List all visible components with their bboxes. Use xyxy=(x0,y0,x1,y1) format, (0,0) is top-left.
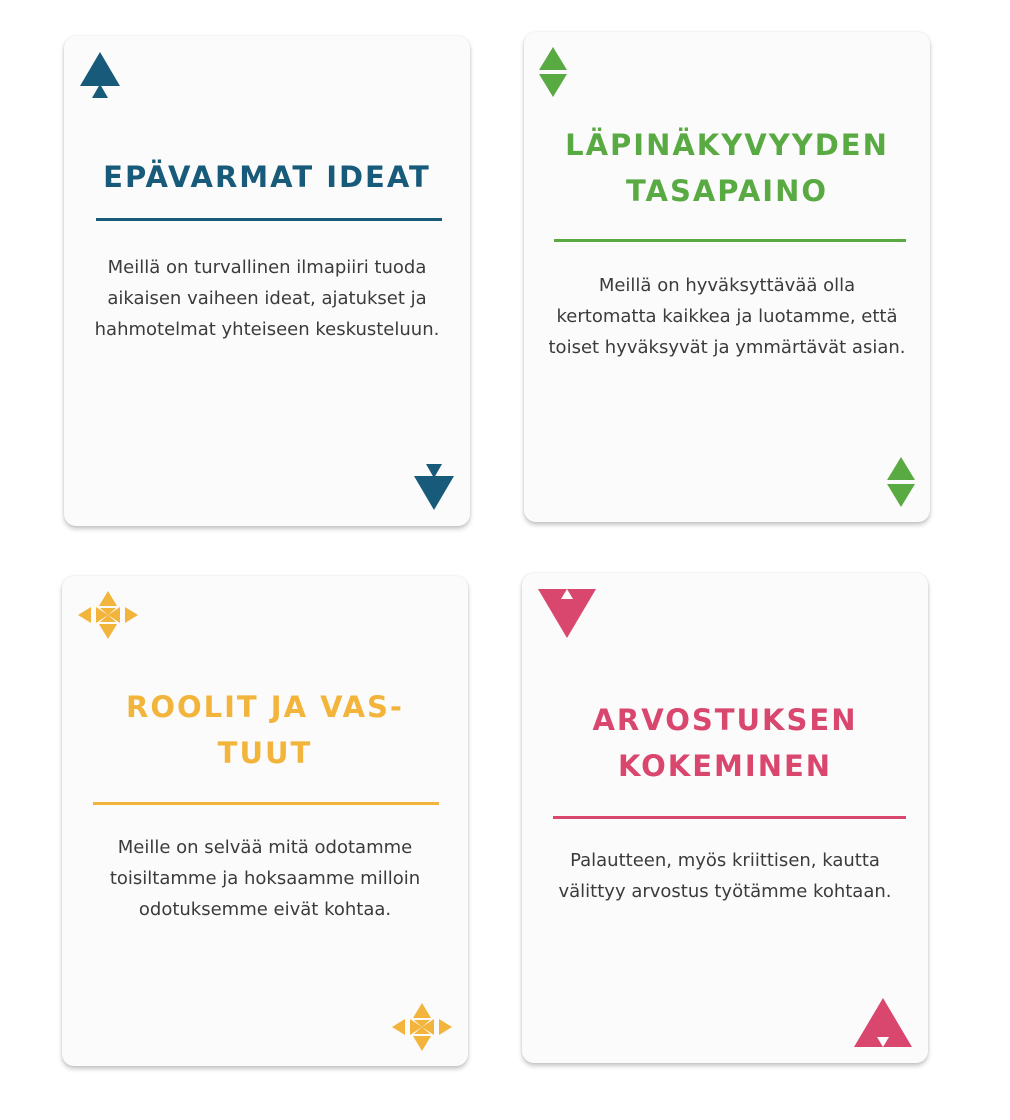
card-description: Meillä on hyväksyttävää olla kertomatta kaikkea ja luotamme, että toiset hyväksyvät ja ymmärtävät asian. xyxy=(548,275,906,358)
card-roolit-ja-vastuut[interactable] xyxy=(62,576,468,1066)
heart-icon xyxy=(852,997,914,1049)
diamond-icon xyxy=(538,46,568,98)
title-divider xyxy=(553,816,906,819)
card-title: ARVOSTUKSEN KOKEMINEN xyxy=(592,703,858,783)
card-description: Meille on selvää mitä odotamme toisiltamme ja hoksaamme milloin odotuksemme eivät kohtaa. xyxy=(109,837,421,920)
card-title: LÄPINÄKYVYYDEN TASAPAINO xyxy=(565,128,889,208)
card-title: EPÄVARMAT IDEAT xyxy=(103,160,431,194)
card-arvostuksen-kokeminen[interactable] xyxy=(522,573,928,1063)
title-divider xyxy=(96,218,442,221)
club-icon xyxy=(76,590,140,640)
card-description: Meillä on turvallinen ilmapiiri tuoda aikaisen vaiheen ideat, ajatukset ja hahmotelmat yhteiseen keskusteluun. xyxy=(94,257,440,340)
diamond-icon xyxy=(886,456,916,508)
spade-icon xyxy=(78,50,122,100)
title-divider xyxy=(93,802,439,805)
title-divider xyxy=(554,239,906,242)
card-lapinakyvyyden-tasapaino[interactable] xyxy=(524,32,930,522)
club-icon xyxy=(390,1002,454,1052)
heart-icon xyxy=(536,587,598,639)
card-epavarmat-ideat[interactable] xyxy=(64,36,470,526)
card-title: ROOLIT JA VAS-TUUT xyxy=(126,690,404,770)
card-description: Palautteen, myös kriittisen, kautta välittyy arvostus työtämme kohtaan. xyxy=(558,850,892,902)
spade-icon xyxy=(412,462,456,512)
